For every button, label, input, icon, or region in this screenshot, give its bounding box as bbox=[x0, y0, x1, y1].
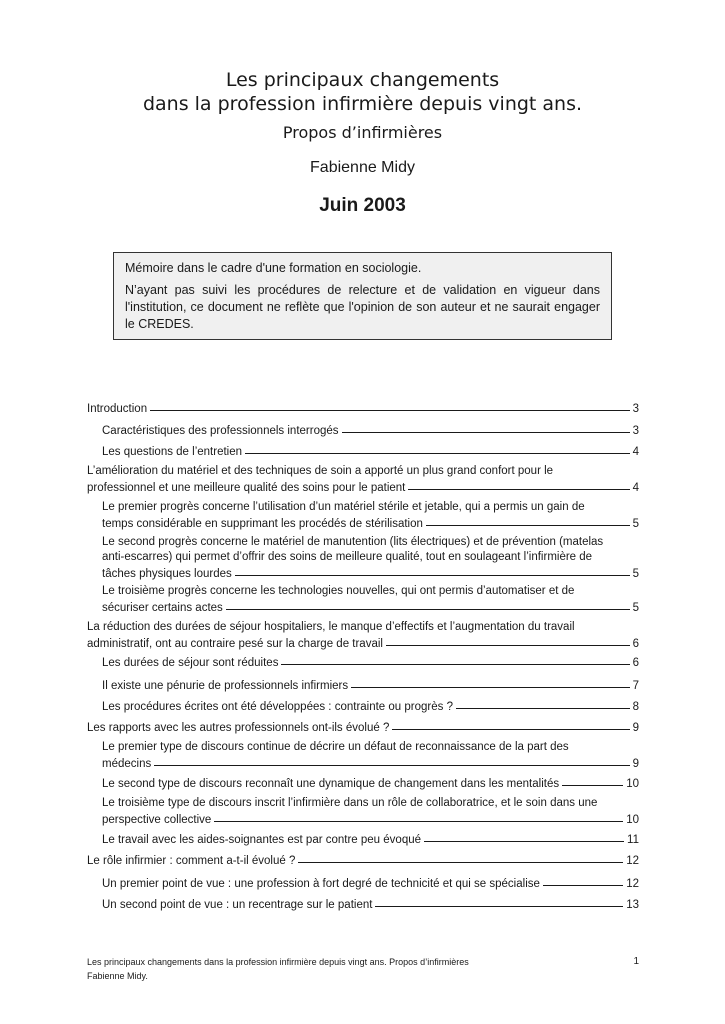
toc-entry-text-line: L’amélioration du matériel et des techniques de soin a apporté un plus grand confort pour le bbox=[87, 465, 554, 477]
toc-entry-aides-soignantes[interactable] bbox=[102, 831, 639, 848]
toc-entry-text: perspective collective bbox=[102, 814, 212, 826]
toc-leader bbox=[342, 421, 630, 433]
toc-page-number: 12 bbox=[626, 878, 639, 890]
toc-page-number: 4 bbox=[632, 482, 639, 494]
toc-entry-questions[interactable] bbox=[102, 443, 639, 460]
toc-entry-penurie[interactable] bbox=[102, 677, 639, 694]
toc-leader bbox=[226, 598, 630, 610]
toc-entry-text: sécuriser certains actes bbox=[102, 602, 223, 614]
toc-leader bbox=[386, 634, 630, 646]
toc-entry-role-infirmier[interactable] bbox=[87, 852, 639, 869]
toc-leader bbox=[351, 676, 629, 688]
toc-entry-reduction[interactable] bbox=[87, 620, 639, 652]
toc-entry-text: Les questions de l’entretien bbox=[102, 446, 243, 458]
toc-entry-text-line: La réduction des durées de séjour hospitaliers, le manque d’effectifs et l’augmentation du travail bbox=[87, 621, 575, 633]
toc-entry-text: Il existe une pénurie de professionnels infirmiers bbox=[102, 680, 349, 692]
toc-entry-second-discours[interactable] bbox=[102, 775, 639, 792]
subtitle: Propos d’infirmières bbox=[282, 123, 443, 142]
footer-page-number: 1 bbox=[633, 956, 639, 967]
notice-line-1: Mémoire dans le cadre d'une formation en sociologie. bbox=[125, 261, 422, 275]
toc-leader bbox=[281, 653, 629, 665]
toc-page-number: 6 bbox=[632, 657, 639, 669]
title-line-2: dans la profession infirmière depuis vingt ans. bbox=[142, 93, 583, 115]
toc-entry-premier-point-de-vue[interactable] bbox=[102, 875, 639, 892]
toc-entry-text-line: Le second progrès concerne le matériel de manutention (lits électriques) et de prévention (matelas bbox=[102, 536, 604, 548]
toc-page-number: 3 bbox=[632, 425, 639, 437]
toc-entry-text: Caractéristiques des professionnels interrogés bbox=[102, 425, 339, 437]
title-line-1: Les principaux changements bbox=[225, 69, 500, 91]
toc-page-number: 5 bbox=[632, 518, 639, 530]
toc-page-number: 10 bbox=[626, 814, 639, 826]
toc-page-number: 7 bbox=[632, 680, 639, 692]
toc-entry-troisieme-progres[interactable] bbox=[102, 584, 639, 616]
toc-page-number: 13 bbox=[626, 899, 639, 911]
toc-page-number: 11 bbox=[627, 834, 639, 846]
toc-entry-text-line: Le troisième progrès concerne les technologies nouvelles, qui ont permis d’automatiser et de bbox=[102, 585, 575, 597]
toc-entry-text: tâches physiques lourdes bbox=[102, 568, 232, 580]
toc-entry-text: Les rapports avec les autres professionnels ont-ils évolué ? bbox=[87, 722, 390, 734]
toc-leader bbox=[375, 895, 623, 907]
toc-entry-text-line: anti-escarres) qui permet d’offrir des soins de meilleure qualité, tout en soulageant l’infirmière de bbox=[102, 551, 593, 563]
toc-leader bbox=[298, 851, 623, 863]
toc-entry-text: Le travail avec les aides-soignantes est par contre peu évoqué bbox=[102, 834, 422, 846]
toc-entry-text: médecins bbox=[102, 758, 152, 770]
toc-entry-second-point-de-vue[interactable] bbox=[102, 896, 639, 913]
toc-entry-text: Les durées de séjour sont réduites bbox=[102, 657, 279, 669]
toc-entry-text-line: Le premier progrès concerne l’utilisation d’un matériel stérile et jetable, qui a permis un gain de bbox=[102, 501, 585, 513]
toc-leader bbox=[456, 697, 630, 709]
toc-entry-rapports[interactable] bbox=[87, 719, 639, 736]
toc-entry-premier-progres[interactable] bbox=[102, 500, 639, 532]
toc-entry-procedures[interactable] bbox=[102, 698, 639, 715]
toc-page-number: 4 bbox=[632, 446, 639, 458]
toc-leader bbox=[426, 514, 630, 526]
footer-line-1: Les principaux changements dans la profession infirmière depuis vingt ans. Propos d’infirmières bbox=[87, 957, 469, 967]
toc-entry-caracteristiques[interactable] bbox=[102, 422, 639, 439]
toc-page-number: 8 bbox=[632, 701, 639, 713]
toc-entry-introduction[interactable] bbox=[87, 400, 639, 417]
toc-page-number: 10 bbox=[626, 778, 639, 790]
toc-entry-text-line: Le troisième type de discours inscrit l’infirmière dans un rôle de collaboratrice, et le soin dans une bbox=[102, 797, 598, 809]
toc-entry-text: Le second type de discours reconnaît une dynamique de changement dans les mentalités bbox=[102, 778, 560, 790]
notice-box bbox=[113, 252, 612, 340]
toc-entry-text-line: Le premier type de discours continue de décrire un défaut de reconnaissance de la part des bbox=[102, 741, 569, 753]
footer-line-2: Fabienne Midy. bbox=[87, 971, 148, 981]
toc-entry-text: Un premier point de vue : une profession à fort degré de technicité et qui se spécialise bbox=[102, 878, 540, 890]
toc-page-number: 5 bbox=[632, 568, 639, 580]
toc-entry-text: Les procédures écrites ont été développées : contrainte ou progrès ? bbox=[102, 701, 453, 713]
toc-leader bbox=[408, 478, 629, 490]
date: Juin 2003 bbox=[319, 195, 406, 216]
toc-entry-premier-discours[interactable] bbox=[102, 740, 639, 772]
toc-entry-amelioration[interactable] bbox=[87, 464, 639, 496]
toc-entry-text: Un second point de vue : un recentrage sur le patient bbox=[102, 899, 373, 911]
toc-leader bbox=[562, 774, 623, 786]
toc-leader bbox=[150, 399, 629, 411]
toc-leader bbox=[543, 874, 623, 886]
toc-leader bbox=[235, 564, 630, 576]
page-footer bbox=[87, 955, 639, 983]
toc-page-number: 9 bbox=[632, 722, 639, 734]
toc-leader bbox=[424, 830, 624, 842]
toc-leader bbox=[214, 810, 623, 822]
toc-page-number: 6 bbox=[632, 638, 639, 650]
toc-leader bbox=[392, 718, 629, 730]
toc-entry-text: administratif, ont au contraire pesé sur la charge de travail bbox=[87, 638, 383, 650]
toc-entry-second-progres[interactable] bbox=[102, 535, 639, 582]
toc-leader bbox=[245, 442, 630, 454]
toc-entry-durees[interactable] bbox=[102, 654, 639, 671]
notice-line-2: N’ayant pas suivi les procédures de relecture et de validation en vigueur dans l'institution, ce document ne reflète que l'opinion de son auteur et ne saurait engager le CREDES. bbox=[125, 283, 600, 331]
toc-page-number: 3 bbox=[632, 403, 639, 415]
toc-entry-text: temps considérable en supprimant les procédés de stérilisation bbox=[102, 518, 423, 530]
toc-page-number: 9 bbox=[632, 758, 639, 770]
toc-page-number: 5 bbox=[632, 602, 639, 614]
toc-entry-text: Introduction bbox=[87, 403, 148, 415]
toc-entry-text: Le rôle infirmier : comment a-t-il évolué ? bbox=[87, 855, 296, 867]
toc-page-number: 12 bbox=[626, 855, 639, 867]
toc-entry-text: professionnel et une meilleure qualité des soins pour le patient bbox=[87, 482, 406, 494]
author: Fabienne Midy bbox=[310, 159, 415, 176]
toc-entry-troisieme-discours[interactable] bbox=[102, 796, 639, 828]
toc-leader bbox=[154, 754, 629, 766]
